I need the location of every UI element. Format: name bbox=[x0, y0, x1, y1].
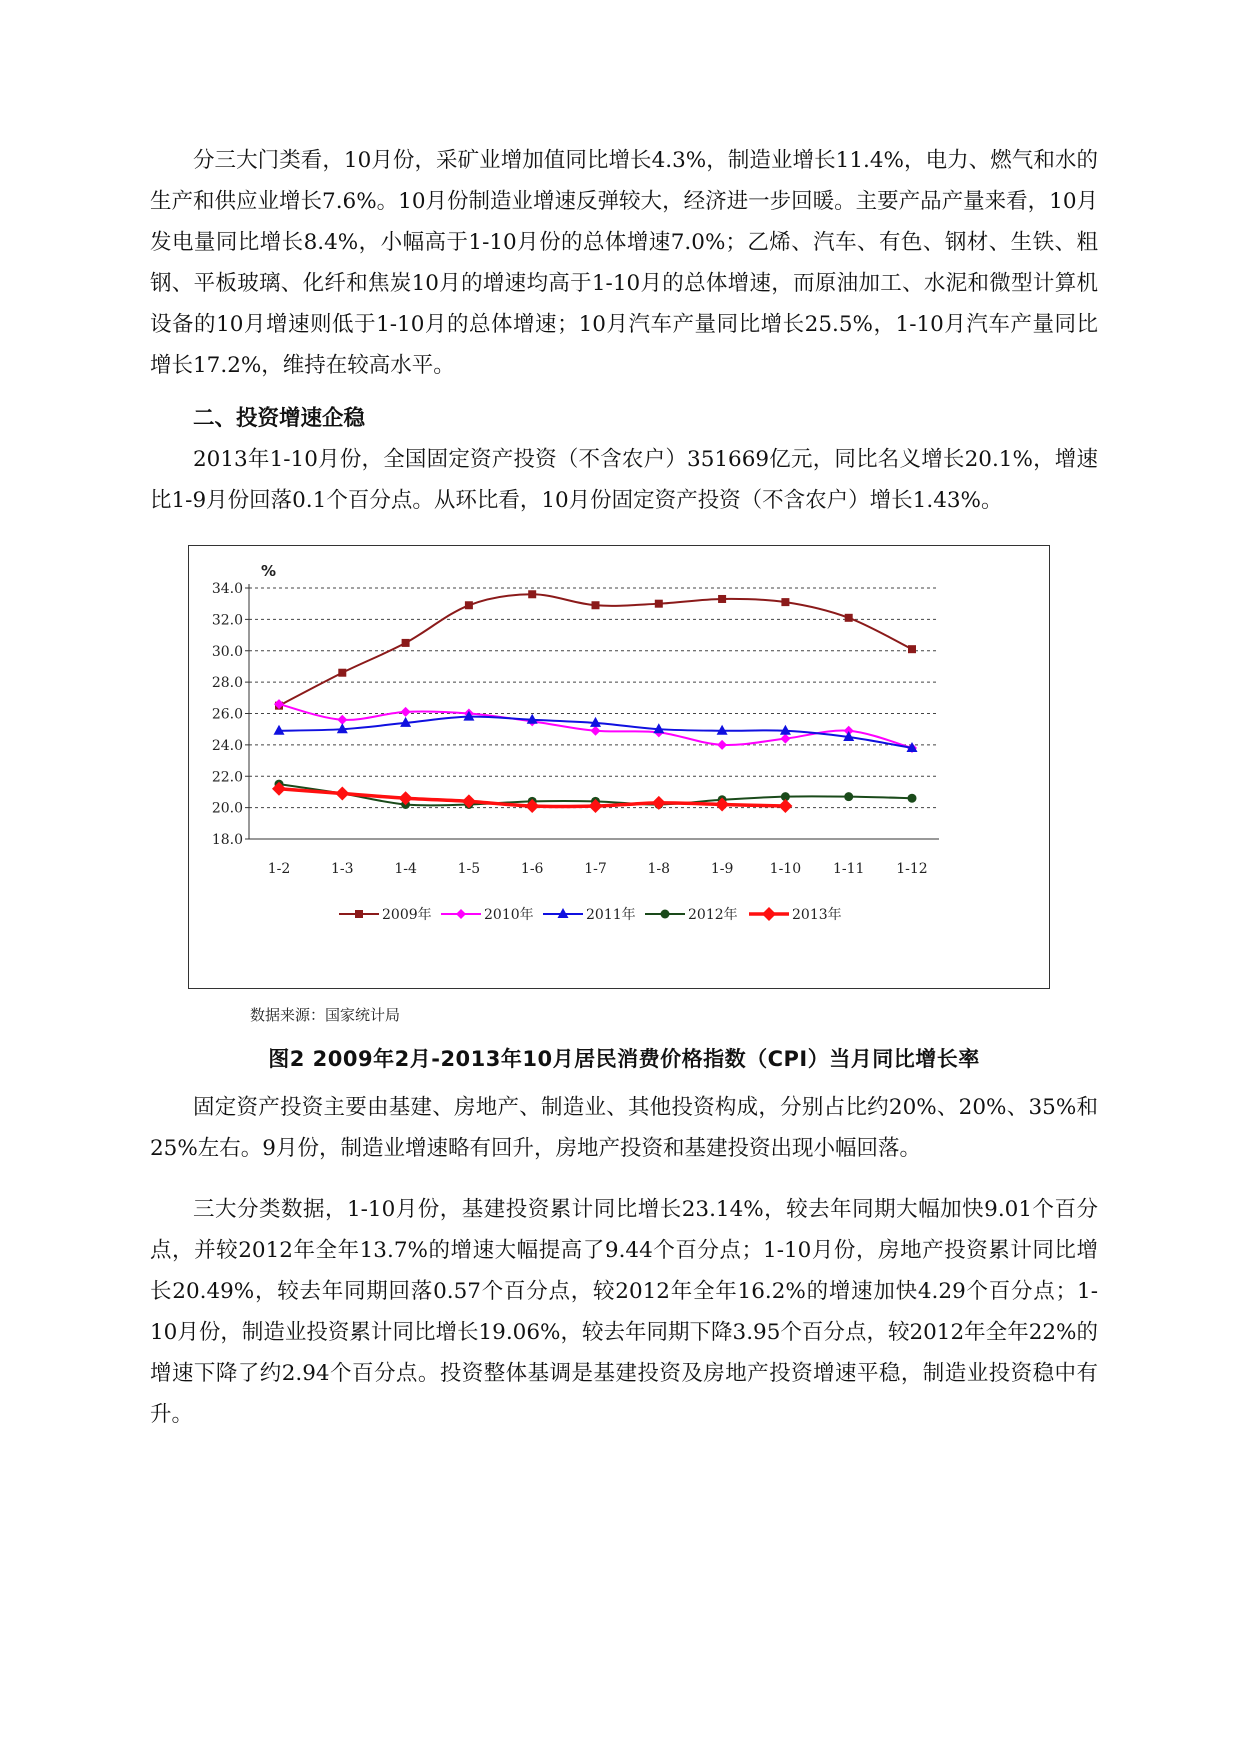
legend-label: 2010年 bbox=[484, 907, 534, 923]
y-tick-label: 26.0 bbox=[211, 706, 243, 723]
legend-label: 2013年 bbox=[792, 907, 842, 923]
data-point-2009年 bbox=[338, 669, 346, 677]
x-tick-label: 1-8 bbox=[647, 861, 671, 877]
data-point-2009年 bbox=[718, 595, 726, 603]
legend-marker bbox=[355, 910, 363, 918]
x-tick-label: 1-9 bbox=[710, 861, 734, 877]
x-tick-label: 1-11 bbox=[832, 861, 865, 877]
data-point-2012年 bbox=[844, 792, 853, 801]
chart-frame bbox=[188, 545, 1050, 989]
x-tick-label: 1-4 bbox=[394, 861, 417, 877]
data-point-2010年 bbox=[780, 734, 790, 744]
data-point-2009年 bbox=[592, 601, 600, 609]
document-page bbox=[150, 140, 1098, 1435]
data-source: 数据来源：国家统计局 bbox=[250, 1006, 401, 1024]
legend-marker bbox=[762, 907, 776, 921]
x-tick-label: 1-2 bbox=[267, 861, 291, 877]
data-point-2009年 bbox=[908, 645, 916, 653]
x-tick-label: 1-6 bbox=[520, 861, 544, 877]
x-tick-label: 1-12 bbox=[896, 861, 928, 877]
y-tick-label: 32.0 bbox=[211, 612, 243, 629]
legend-label: 2011年 bbox=[586, 907, 636, 923]
y-tick-label: 34.0 bbox=[211, 581, 243, 597]
x-tick-label: 1-3 bbox=[331, 861, 354, 877]
y-tick-label: 28.0 bbox=[211, 675, 243, 692]
series-line-2009年 bbox=[279, 594, 912, 705]
line-chart bbox=[189, 546, 1051, 990]
data-point-2009年 bbox=[655, 600, 663, 608]
paragraph-investment-total: 2013年1-10月份，全国固定资产投资（不含农户）351669亿元，同比名义增长20.1%，增速比1-9月份回落0.1个百分点。从环比看，10月份固定资产投资（不含农户）增长1.43%。 bbox=[150, 447, 1098, 513]
data-point-2009年 bbox=[781, 598, 789, 606]
data-point-2013年 bbox=[335, 787, 349, 801]
x-tick-label: 1-7 bbox=[584, 861, 607, 877]
legend-label: 2012年 bbox=[688, 907, 738, 923]
y-tick-label: 20.0 bbox=[211, 800, 243, 817]
legend-marker bbox=[661, 910, 670, 919]
y-tick-label: 22.0 bbox=[211, 769, 243, 786]
figure-caption: 图2 2009年2月-2013年10月居民消费价格指数（CPI）当月同比增长率 bbox=[268, 1047, 980, 1071]
data-point-2013年 bbox=[778, 799, 792, 813]
data-point-2010年 bbox=[591, 726, 601, 736]
legend-label: 2009年 bbox=[382, 907, 432, 923]
x-tick-label: 1-5 bbox=[457, 861, 481, 877]
data-point-2012年 bbox=[908, 794, 917, 803]
y-tick-label: 30.0 bbox=[211, 643, 243, 660]
y-tick-label: 24.0 bbox=[211, 737, 243, 754]
paragraph-investment-categories: 三大分类数据，1-10月份，基建投资累计同比增长23.14%，较去年同期大幅加快9.01个百分点，并较2012年全年13.7%的增速大幅提高了9.44个百分点；1-10月份，房地产投资累计同比增长20.49%，较去年同期回落0.57个百分点，较2012年全年16.2%的增速加快4.29个百分点；1-10月份，制造业投资累计同比增长19.06%，较去年同期下降3.95个百分点，较2012年全年22%的增速下降了约2.94个百分点。投资整体基调是基建投资及房地产投资增速平稳，制造业投资稳中有升。 bbox=[150, 1197, 1098, 1427]
y-axis-unit-label: % bbox=[261, 562, 277, 580]
x-tick-label: 1-10 bbox=[769, 861, 802, 877]
paragraph-investment-structure: 固定资产投资主要由基建、房地产、制造业、其他投资构成，分别占比约20%、20%、35%和25%左右。9月份，制造业增速略有回升，房地产投资和基建投资出现小幅回落。 bbox=[150, 1095, 1098, 1161]
data-point-2009年 bbox=[528, 590, 536, 598]
data-point-2009年 bbox=[465, 601, 473, 609]
data-point-2013年 bbox=[462, 794, 476, 808]
paragraph-industry: 分三大门类看，10月份，采矿业增加值同比增长4.3%，制造业增长11.4%，电力、燃气和水的生产和供应业增长7.6%。10月份制造业增速反弹较大，经济进一步回暖。主要产品产量来看，10月发电量同比增长8.4%，小幅高于1-10月份的总体增速7.0%；乙烯、汽车、有色、钢材、生铁、粗钢、平板玻璃、化纤和焦炭10月的增速均高于1-10月的总体增速，而原油加工、水泥和微型计算机设备的10月增速则低于1-10月的总体增速；10月汽车产量同比增长25.5%，1-10月汽车产量同比增长17.2%，维持在较高水平。 bbox=[150, 148, 1098, 378]
y-tick-label: 18.0 bbox=[211, 832, 243, 848]
legend-marker bbox=[456, 909, 466, 919]
section-title-investment: 二、投资增速企稳 bbox=[193, 406, 366, 431]
data-point-2009年 bbox=[402, 639, 410, 647]
data-point-2010年 bbox=[717, 740, 727, 750]
data-point-2010年 bbox=[401, 707, 411, 717]
data-point-2009年 bbox=[845, 614, 853, 622]
